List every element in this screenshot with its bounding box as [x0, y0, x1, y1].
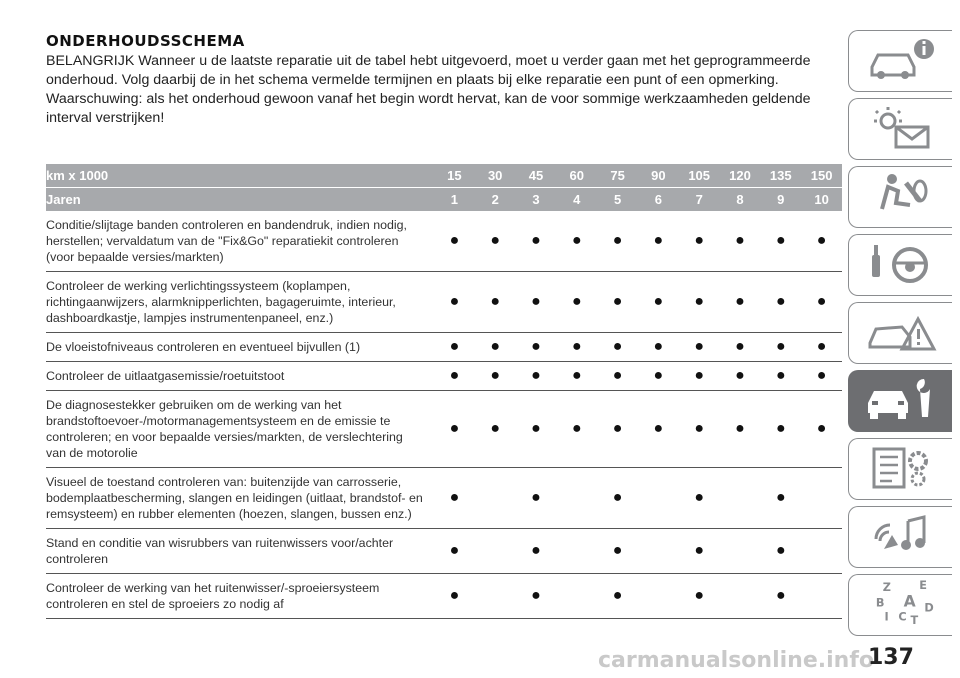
check-dot: ●	[638, 211, 679, 272]
chapter-tab[interactable]	[848, 506, 952, 568]
chapter-tab[interactable]	[848, 234, 952, 296]
years-header-cell: 9	[760, 188, 801, 212]
empty-cell	[801, 468, 842, 529]
table-row	[46, 391, 842, 468]
check-dot: ●	[434, 468, 475, 529]
chapter-tab[interactable]	[848, 438, 952, 500]
key-steering-wheel-icon	[862, 237, 940, 294]
check-dot: ●	[679, 391, 720, 468]
check-dot: ●	[760, 211, 801, 272]
check-dot: ●	[516, 529, 557, 574]
empty-cell	[720, 574, 761, 619]
check-dot: ●	[760, 468, 801, 529]
empty-cell	[556, 529, 597, 574]
km-header-cell: 30	[475, 164, 516, 188]
chapter-tab[interactable]	[848, 98, 952, 160]
spec-list-gear-icon	[862, 441, 940, 498]
watermark: carmanualsonline.info	[598, 648, 874, 673]
check-dot: ●	[720, 211, 761, 272]
check-dot: ●	[638, 272, 679, 333]
empty-cell	[638, 574, 679, 619]
years-header-cell: 6	[638, 188, 679, 212]
check-dot: ●	[679, 362, 720, 391]
check-dot: ●	[679, 333, 720, 362]
check-dot: ●	[760, 391, 801, 468]
check-dot: ●	[434, 211, 475, 272]
table-row	[46, 574, 842, 619]
check-dot: ●	[720, 362, 761, 391]
chapter-tab[interactable]	[848, 574, 952, 636]
km-header-cell: 60	[556, 164, 597, 188]
check-dot: ●	[801, 391, 842, 468]
check-dot: ●	[638, 391, 679, 468]
check-dot: ●	[720, 333, 761, 362]
table-row	[46, 362, 842, 391]
table-row	[46, 333, 842, 362]
table-row	[46, 272, 842, 333]
check-dot: ●	[434, 391, 475, 468]
check-dot: ●	[597, 468, 638, 529]
car-breakdown-icon	[862, 305, 940, 362]
check-dot: ●	[760, 333, 801, 362]
check-dot: ●	[516, 468, 557, 529]
check-dot: ●	[516, 333, 557, 362]
car-wrench-icon	[862, 373, 940, 430]
task-description: De vloeistofniveaus controleren en eventueel bijvullen (1)	[46, 333, 434, 362]
chapter-tabs	[846, 30, 960, 642]
check-dot: ●	[556, 333, 597, 362]
km-header-label: km x 1000	[46, 164, 434, 188]
svg-text:A: A	[903, 591, 916, 610]
years-header-label: Jaren	[46, 188, 434, 212]
check-dot: ●	[679, 272, 720, 333]
empty-cell	[720, 468, 761, 529]
check-dot: ●	[556, 272, 597, 333]
warning-light-envelope-icon	[862, 101, 940, 158]
check-dot: ●	[597, 391, 638, 468]
years-header-cell: 3	[516, 188, 557, 212]
km-header-cell: 45	[516, 164, 557, 188]
check-dot: ●	[760, 574, 801, 619]
empty-cell	[556, 574, 597, 619]
check-dot: ●	[556, 391, 597, 468]
check-dot: ●	[760, 529, 801, 574]
check-dot: ●	[597, 362, 638, 391]
check-dot: ●	[801, 333, 842, 362]
task-description: Controleer de uitlaatgasemissie/roetuitstoot	[46, 362, 434, 391]
check-dot: ●	[760, 362, 801, 391]
section-intro: BELANGRIJK Wanneer u de laatste reparatie uit de tabel hebt uitgevoerd, moet u verder gaan met het geprogrammeerde onderhoud. Volg daarbij de in het schema vermelde termijnen en plaats bij elke reparatie een punt of een opmerking. Waarschuwing: als het onderhoud gewoon vanaf het begin wordt hervat, kan de voor sommige werkzaamheden geldende interval verstrijken!	[46, 53, 811, 126]
section-title: ONDERHOUDSSCHEMA	[46, 32, 245, 50]
years-header-cell: 1	[434, 188, 475, 212]
check-dot: ●	[597, 333, 638, 362]
page-content	[46, 32, 842, 128]
check-dot: ●	[434, 574, 475, 619]
check-dot: ●	[679, 468, 720, 529]
km-header-cell: 150	[801, 164, 842, 188]
check-dot: ●	[516, 211, 557, 272]
task-description: Controleer de werking verlichtingssysteem (koplampen, richtingaanwijzers, alarmknipperlichten, bagageruimte, interieur, dashboardkastje, lampjes instrumentenpaneel, enz.)	[46, 272, 434, 333]
km-header-cell: 15	[434, 164, 475, 188]
svg-text:B: B	[875, 595, 884, 609]
check-dot: ●	[475, 211, 516, 272]
check-dot: ●	[720, 391, 761, 468]
empty-cell	[475, 529, 516, 574]
empty-cell	[475, 468, 516, 529]
km-header-cell: 90	[638, 164, 679, 188]
check-dot: ●	[434, 272, 475, 333]
table-row	[46, 468, 842, 529]
years-header-cell: 8	[720, 188, 761, 212]
years-header-cell: 2	[475, 188, 516, 212]
check-dot: ●	[679, 574, 720, 619]
km-header-cell: 120	[720, 164, 761, 188]
check-dot: ●	[434, 362, 475, 391]
km-header-row	[46, 164, 842, 188]
check-dot: ●	[597, 574, 638, 619]
svg-text:C: C	[897, 609, 907, 623]
task-description: Controleer de werking van het ruitenwisser/-sproeiersysteem controleren en stel de sproeiers zo nodig af	[46, 574, 434, 619]
empty-cell	[556, 468, 597, 529]
svg-text:D: D	[923, 601, 934, 615]
check-dot: ●	[597, 211, 638, 272]
svg-text:T: T	[910, 613, 918, 627]
check-dot: ●	[801, 272, 842, 333]
check-dot: ●	[516, 362, 557, 391]
task-description: Stand en conditie van wisrubbers van ruitenwissers voor/achter controleren	[46, 529, 434, 574]
check-dot: ●	[801, 362, 842, 391]
check-dot: ●	[760, 272, 801, 333]
maintenance-schedule-table	[46, 164, 842, 619]
chapter-tab[interactable]	[848, 370, 952, 432]
check-dot: ●	[475, 391, 516, 468]
empty-cell	[720, 529, 761, 574]
empty-cell	[638, 529, 679, 574]
page-number: 137	[868, 645, 914, 670]
check-dot: ●	[434, 333, 475, 362]
multimedia-icon	[862, 509, 940, 566]
years-header-cell: 5	[597, 188, 638, 212]
empty-cell	[475, 574, 516, 619]
airbag-seat-icon	[862, 169, 940, 226]
check-dot: ●	[556, 362, 597, 391]
alphabet-index-icon	[862, 577, 940, 634]
table-row	[46, 211, 842, 272]
check-dot: ●	[434, 529, 475, 574]
check-dot: ●	[638, 362, 679, 391]
check-dot: ●	[475, 362, 516, 391]
svg-text:E: E	[918, 578, 927, 592]
svg-text:I: I	[884, 609, 889, 623]
task-description: De diagnosestekker gebruiken om de werking van het brandstoftoevoer-/motormanagementsysteem en de emissie te controleren; en voor bepaalde versies/markten, de verslechtering van de motorolie	[46, 391, 434, 468]
check-dot: ●	[556, 211, 597, 272]
task-description: Visueel de toestand controleren van: buitenzijde van carrosserie, bodemplaatbescherming, slangen en leidingen (uitlaat, brandstof- en remsysteem) en rubber elementen (hoezen, slangen, bussen enz.)	[46, 468, 434, 529]
check-dot: ●	[801, 211, 842, 272]
svg-text:Z: Z	[882, 580, 891, 594]
km-header-cell: 75	[597, 164, 638, 188]
check-dot: ●	[720, 272, 761, 333]
empty-cell	[801, 574, 842, 619]
chapter-tab[interactable]	[848, 30, 952, 92]
years-header-row	[46, 188, 842, 212]
check-dot: ●	[638, 333, 679, 362]
schedule-body	[46, 211, 842, 619]
check-dot: ●	[516, 391, 557, 468]
years-header-cell: 7	[679, 188, 720, 212]
table-row	[46, 529, 842, 574]
check-dot: ●	[516, 574, 557, 619]
check-dot: ●	[679, 211, 720, 272]
check-dot: ●	[475, 333, 516, 362]
check-dot: ●	[597, 272, 638, 333]
check-dot: ●	[516, 272, 557, 333]
car-info-icon	[862, 33, 940, 90]
years-header-cell: 4	[556, 188, 597, 212]
km-header-cell: 135	[760, 164, 801, 188]
task-description: Conditie/slijtage banden controleren en bandendruk, indien nodig, herstellen; vervaldatum van de "Fix&Go" reparatiekit controleren (voor bepaalde versies/markten)	[46, 211, 434, 272]
years-header-cell: 10	[801, 188, 842, 212]
empty-cell	[801, 529, 842, 574]
chapter-tab[interactable]	[848, 166, 952, 228]
empty-cell	[638, 468, 679, 529]
km-header-cell: 105	[679, 164, 720, 188]
check-dot: ●	[475, 272, 516, 333]
check-dot: ●	[679, 529, 720, 574]
check-dot: ●	[597, 529, 638, 574]
chapter-tab[interactable]	[848, 302, 952, 364]
